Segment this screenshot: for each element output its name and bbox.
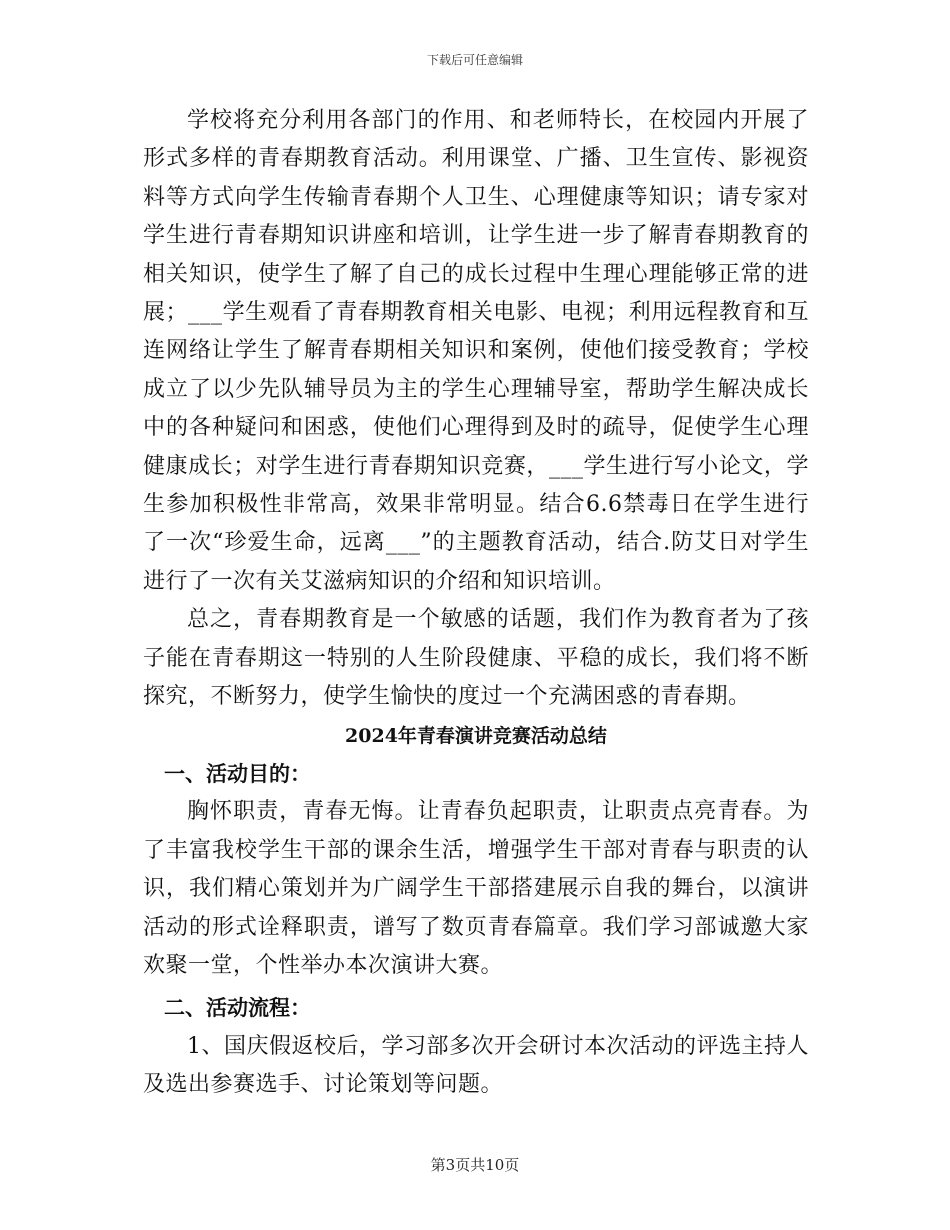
paragraph-activities: 学校将充分利用各部门的作用、和老师特长，在校园内开展了形式多样的青春期教育活动。利用课堂、广播、卫生宣传、影视资料等方式向学生传输青春期个人卫生、心理健康等知识；请专家对学生进行青春期知识讲座和培训，让学生进一步了解青春期教育的相关知识，使学生了解了自己的成长过程中生理心理能够正常的进展；___学生观看了青春期教育相关电影、电视；利用远程教育和互连网络让学生了解青春期相关知识和案例，使他们接受教育；学校成立了以少先队辅导员为主的学生心理辅导室，帮助学生解决成长中的各种疑问和困惑，使他们心理得到及时的疏导，促使学生心理健康成长；对学生进行青春期知识竞赛，___学生进行写小论文，学生参加积极性非常高，效果非常明显。结合6.6禁毒日在学生进行了一次“珍爱生命，远离___”的主题教育活动，结合.防艾日对学生进行了一次有关艾滋病知识的介绍和知识培训。 (143, 108, 809, 594)
section-heading-purpose: 一、活动目的： (164, 760, 311, 786)
paragraph-conclusion: 总之，青春期教育是一个敏感的话题，我们作为教育者为了孩子能在青春期这一特别的人生阶段健康、平稳的成长，我们将不断探究，不断努力，使学生愉快的度过一个充满困惑的青春期。 (143, 607, 809, 710)
document-body (143, 102, 809, 1105)
document-title: 2024年青春演讲竞赛活动总结 (345, 724, 607, 747)
paragraph-purpose: 胸怀职责，青春无悔。让青春负起职责，让职责点亮青春。为了丰富我校学生干部的课余生活，增强学生干部对青春与职责的认识，我们精心策划并为广阔学生干部搭建展示自我的舞台，以演讲活动的形式诠释职责，谱写了数页青春篇章。我们学习部诚邀大家欢聚一堂，个性举办本次演讲大赛。 (143, 799, 809, 978)
section-heading-process: 二、活动流程： (164, 995, 311, 1021)
paragraph-process-step-1: 1、国庆假返校后，学习部多次开会研讨本次活动的评选主持人及选出参赛选手、讨论策划等问题。 (143, 1033, 809, 1098)
page-header-note: 下载后可任意编辑 (426, 53, 523, 67)
page-number-footer: 第3页共10页 (430, 1156, 520, 1174)
